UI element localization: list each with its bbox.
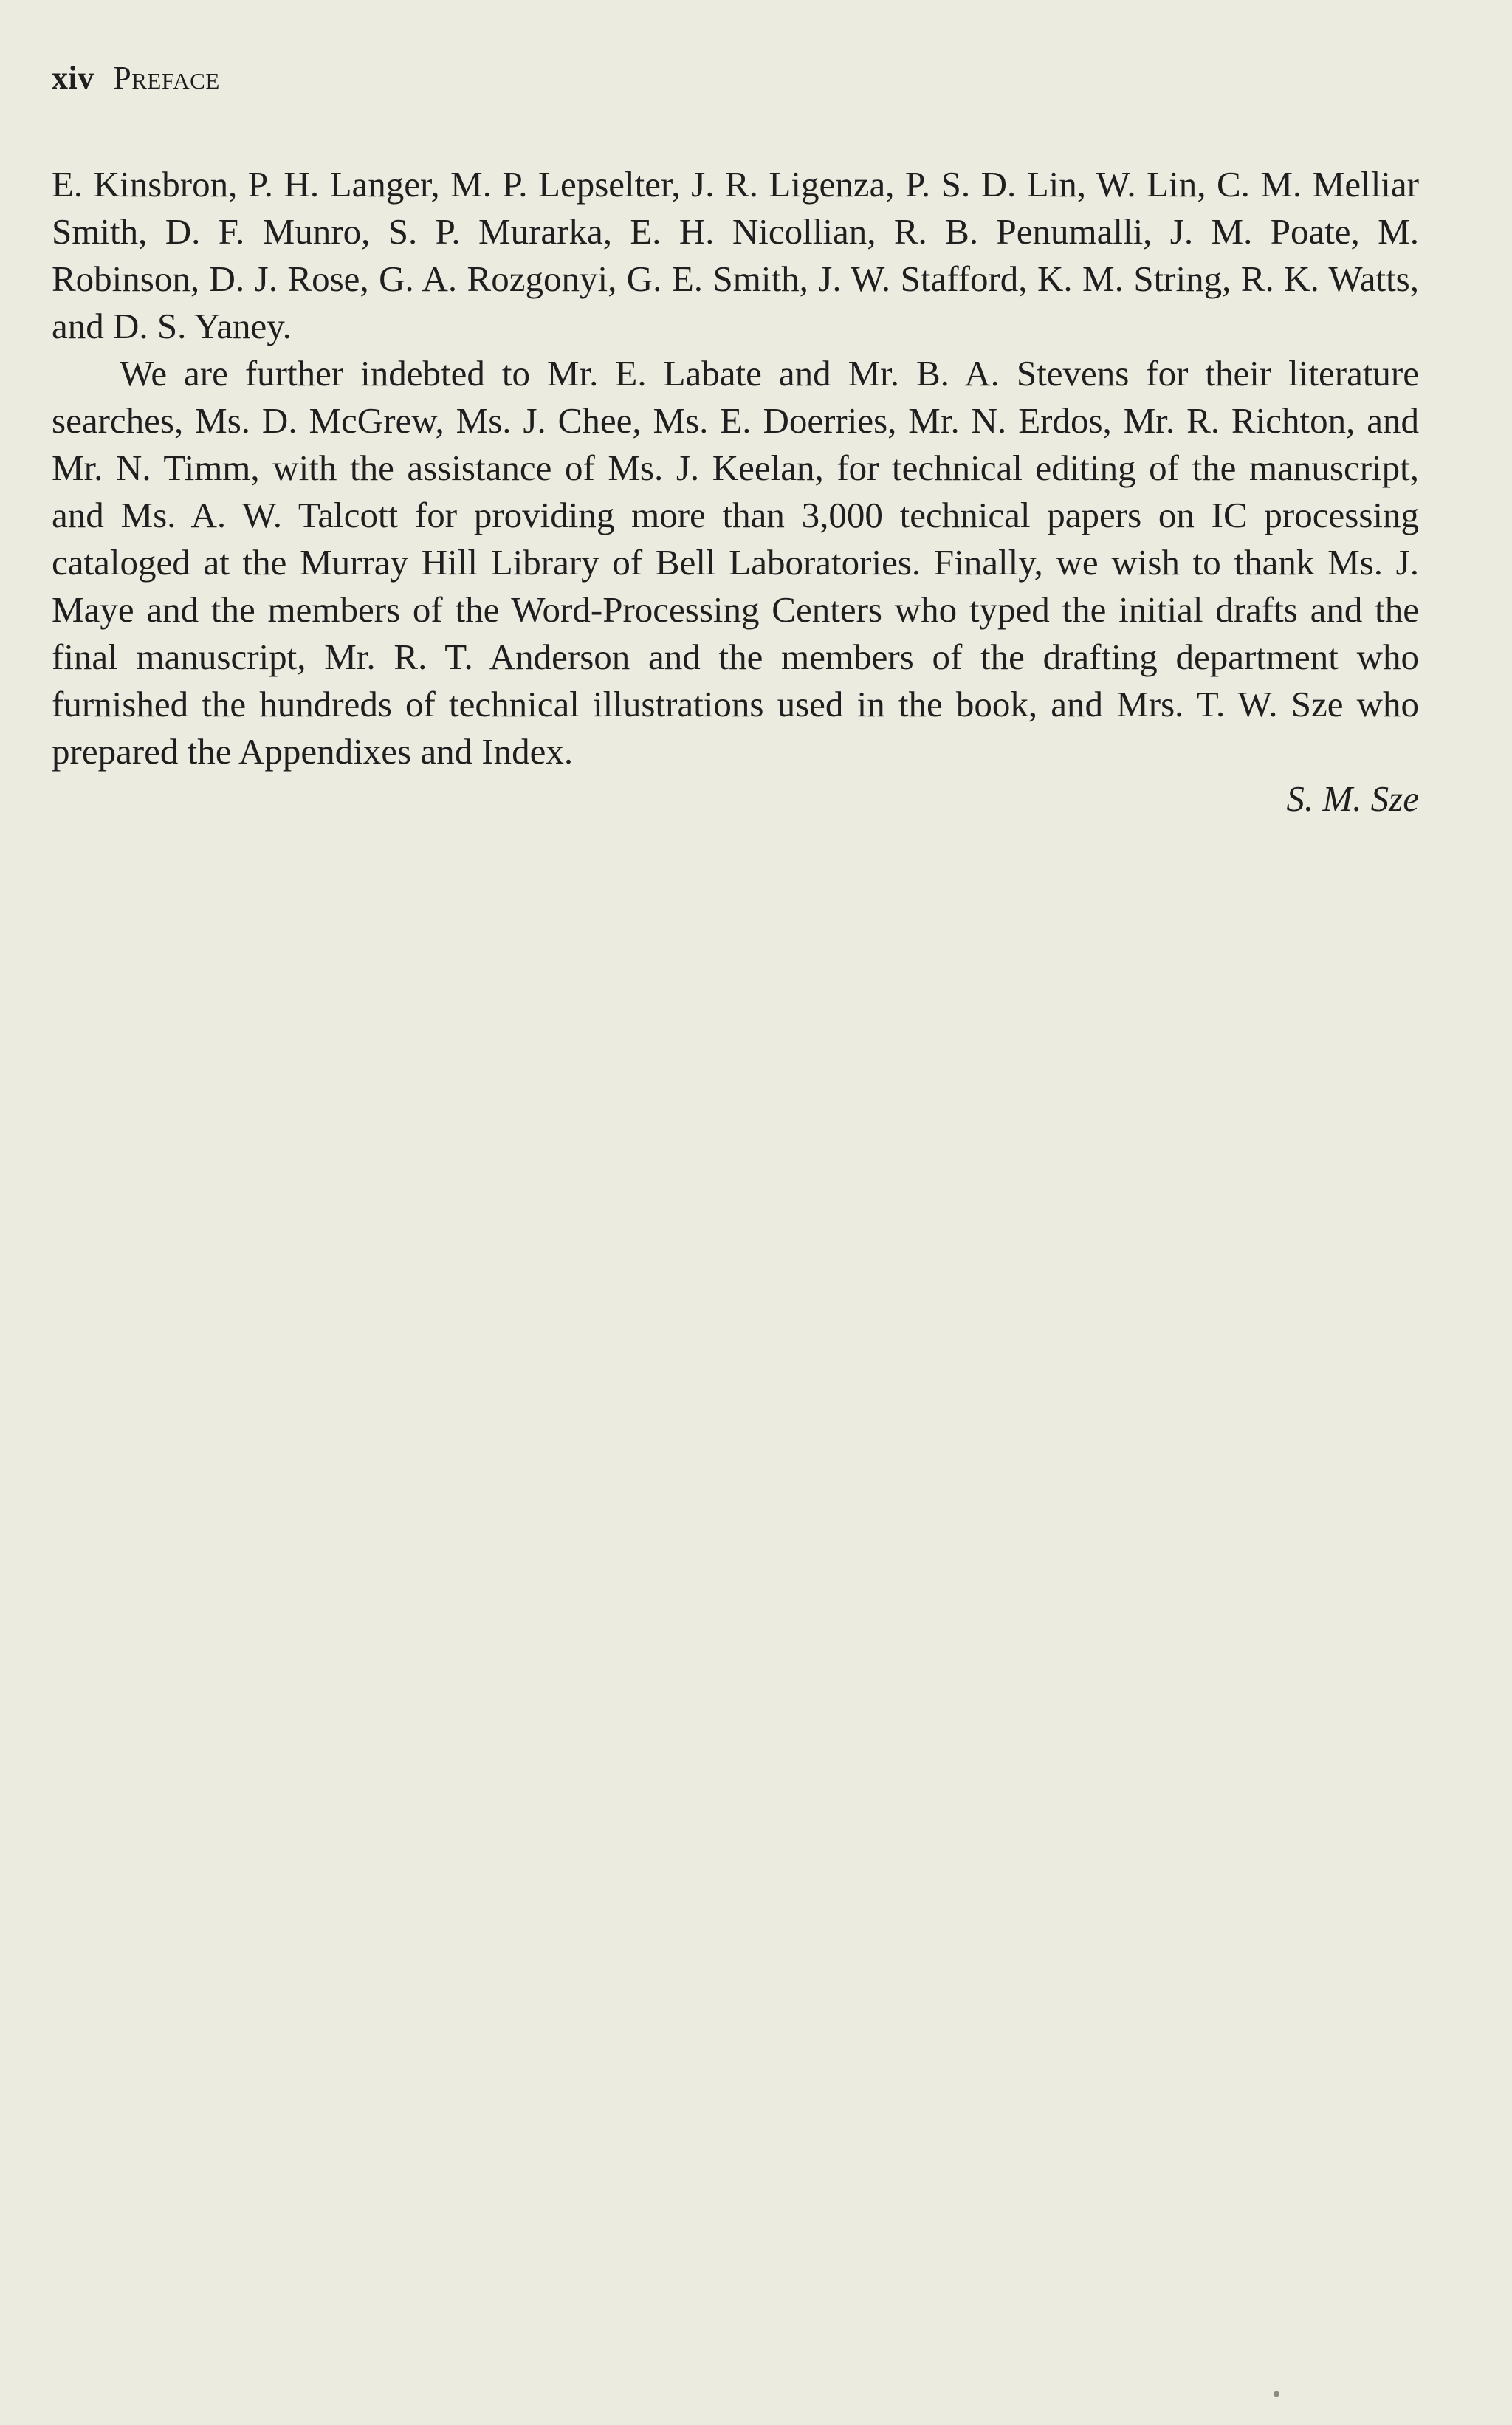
- acknowledgment-names-paragraph: E. Kinsbron, P. H. Langer, M. P. Lepselter, J. R. Ligenza, P. S. D. Lin, W. Lin, C. M. Melliar Smith, D. F. Munro, S. P. Murarka, E. H. Nicollian, R. B. Penumalli, J. M. Poate, M. Robinson, D. J. Rose, G. A. Rozgonyi, G. E. Smith, J. W. Stafford, K. M. String, R. K. Watts, and D. S. Yaney.: [52, 164, 1419, 346]
- acknowledgment-paragraph: We are further indebted to Mr. E. Labate and Mr. B. A. Stevens for their literature searches, Ms. D. McGrew, Ms. J. Chee, Ms. E. Doerries, Mr. N. Erdos, Mr. R. Richton, and Mr. N. Timm, with the assistance of Ms. J. Keelan, for technical editing of the manuscript, and Ms. A. W. Talcott for providing more than 3,000 technical papers on IC processing cataloged at the Murray Hill Library of Bell Laboratories. Finally, we wish to thank Ms. J. Maye and the members of the Word-Processing Centers who typed the initial drafts and the final manuscript, Mr. R. T. Anderson and the members of the drafting department who furnished the hundreds of technical illustrations used in the book, and Mrs. T. W. Sze who prepared the Appendixes and Index.: [52, 353, 1419, 772]
- running-head: [52, 58, 220, 99]
- page-number: xiv: [52, 60, 94, 96]
- author-signature: S. M. Sze: [1286, 778, 1419, 819]
- scan-speck: [1274, 2391, 1279, 2397]
- section-title: Preface: [113, 60, 220, 96]
- preface-text: [52, 161, 1419, 823]
